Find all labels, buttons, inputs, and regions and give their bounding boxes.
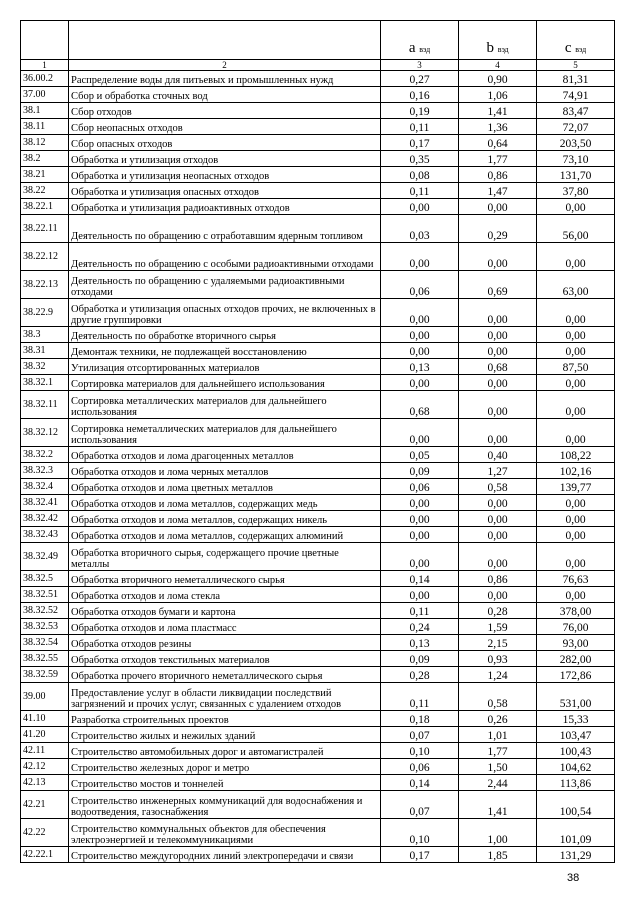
row-value-c: 0,00 (537, 419, 615, 447)
table-row (21, 775, 615, 791)
row-value-a: 0,00 (381, 419, 459, 447)
row-value-b: 0,00 (459, 199, 537, 215)
table-row (21, 759, 615, 775)
table-row (21, 819, 615, 847)
row-code: 38.1 (21, 103, 69, 119)
row-name: Обработка и утилизация неопасных отходов (69, 167, 381, 183)
row-value-a: 0,00 (381, 299, 459, 327)
row-code: 38.32.5 (21, 571, 69, 587)
row-name: Обработка отходов бумаги и картона (69, 603, 381, 619)
row-value-c: 102,16 (537, 463, 615, 479)
row-name: Обработка отходов и лома черных металлов (69, 463, 381, 479)
table-row (21, 183, 615, 199)
column-number: 1 (21, 60, 69, 71)
table-row (21, 135, 615, 151)
row-code: 38.11 (21, 119, 69, 135)
row-value-c: 37,80 (537, 183, 615, 199)
row-code: 38.32.53 (21, 619, 69, 635)
table-row (21, 419, 615, 447)
row-value-b: 0,26 (459, 711, 537, 727)
row-value-c: 72,07 (537, 119, 615, 135)
table-row (21, 119, 615, 135)
row-name: Деятельность по обработке вторичного сырья (69, 327, 381, 343)
row-name: Обработка вторичного сырья, содержащего прочие цветные металлы (69, 543, 381, 571)
row-value-b: 0,00 (459, 327, 537, 343)
row-value-a: 0,35 (381, 151, 459, 167)
row-value-c: 76,00 (537, 619, 615, 635)
table-row (21, 651, 615, 667)
row-value-a: 0,19 (381, 103, 459, 119)
row-code: 38.32.12 (21, 419, 69, 447)
row-value-b: 0,00 (459, 511, 537, 527)
row-value-c: 103,47 (537, 727, 615, 743)
row-value-c: 0,00 (537, 587, 615, 603)
row-name: Деятельность по обращению с особыми радиоактивными отходами (69, 243, 381, 271)
row-value-c: 63,00 (537, 271, 615, 299)
row-value-b: 0,58 (459, 479, 537, 495)
row-name: Демонтаж техники, не подлежащей восстановлению (69, 343, 381, 359)
row-name: Сортировка материалов для дальнейшего использования (69, 375, 381, 391)
row-name: Строительство железных дорог и метро (69, 759, 381, 775)
row-code: 38.22.9 (21, 299, 69, 327)
row-value-a: 0,07 (381, 727, 459, 743)
row-value-c: 172,86 (537, 667, 615, 683)
row-code: 38.32.43 (21, 527, 69, 543)
row-value-a: 0,10 (381, 743, 459, 759)
header-cell-b: b вэд (459, 21, 537, 60)
row-value-a: 0,18 (381, 711, 459, 727)
row-value-c: 0,00 (537, 375, 615, 391)
table-row (21, 103, 615, 119)
row-name: Сбор опасных отходов (69, 135, 381, 151)
table-row (21, 299, 615, 327)
row-value-b: 1,50 (459, 759, 537, 775)
row-name: Обработка прочего вторичного неметаллического сырья (69, 667, 381, 683)
row-value-c: 108,22 (537, 447, 615, 463)
table-row (21, 587, 615, 603)
row-name: Обработка отходов и лома металлов, содержащих алюминий (69, 527, 381, 543)
row-name: Строительство жилых и нежилых зданий (69, 727, 381, 743)
row-value-a: 0,00 (381, 343, 459, 359)
row-value-c: 531,00 (537, 683, 615, 711)
row-code: 38.31 (21, 343, 69, 359)
row-value-a: 0,11 (381, 683, 459, 711)
row-value-c: 282,00 (537, 651, 615, 667)
row-name: Обработка отходов и лома металлов, содержащих никель (69, 511, 381, 527)
row-value-c: 74,91 (537, 87, 615, 103)
row-name: Сортировка неметаллических материалов для дальнейшего использования (69, 419, 381, 447)
table-row (21, 603, 615, 619)
row-value-c: 15,33 (537, 711, 615, 727)
row-value-b: 0,00 (459, 419, 537, 447)
row-value-b: 0,64 (459, 135, 537, 151)
row-value-b: 1,85 (459, 847, 537, 863)
row-value-b: 0,28 (459, 603, 537, 619)
table-row (21, 447, 615, 463)
row-value-a: 0,00 (381, 243, 459, 271)
row-value-a: 0,06 (381, 271, 459, 299)
row-value-b: 1,47 (459, 183, 537, 199)
row-name: Обработка отходов и лома металлов, содержащих медь (69, 495, 381, 511)
row-name: Обработка отходов резины (69, 635, 381, 651)
table-row (21, 711, 615, 727)
row-name: Обработка отходов текстильных материалов (69, 651, 381, 667)
row-code: 38.32.2 (21, 447, 69, 463)
row-value-b: 0,00 (459, 243, 537, 271)
header-cell-name (69, 21, 381, 60)
row-value-b: 1,77 (459, 743, 537, 759)
row-value-c: 104,62 (537, 759, 615, 775)
row-value-a: 0,13 (381, 635, 459, 651)
table-row (21, 271, 615, 299)
row-value-c: 93,00 (537, 635, 615, 651)
table-row (21, 375, 615, 391)
row-value-c: 131,70 (537, 167, 615, 183)
coefficients-table (20, 20, 615, 863)
header-row (21, 21, 615, 60)
row-value-b: 1,41 (459, 103, 537, 119)
table-row (21, 743, 615, 759)
row-code: 42.12 (21, 759, 69, 775)
row-value-c: 0,00 (537, 343, 615, 359)
row-code: 38.22.11 (21, 215, 69, 243)
table-row (21, 199, 615, 215)
row-name: Утилизация отсортированных материалов (69, 359, 381, 375)
table-row (21, 71, 615, 87)
row-code: 38.32.11 (21, 391, 69, 419)
row-value-a: 0,11 (381, 183, 459, 199)
row-code: 38.32.42 (21, 511, 69, 527)
row-code: 41.20 (21, 727, 69, 743)
row-name: Строительство автомобильных дорог и автомагистралей (69, 743, 381, 759)
row-code: 38.32.49 (21, 543, 69, 571)
table-row (21, 243, 615, 271)
row-code: 38.32.3 (21, 463, 69, 479)
row-value-b: 0,00 (459, 527, 537, 543)
row-name: Обработка отходов и лома пластмасс (69, 619, 381, 635)
row-name: Строительство инженерных коммуникаций для водоснабжения и водоотведения, газоснабжения (69, 791, 381, 819)
row-value-c: 0,00 (537, 299, 615, 327)
column-number: 3 (381, 60, 459, 71)
row-name: Сортировка металлических материалов для дальнейшего использования (69, 391, 381, 419)
row-value-a: 0,14 (381, 775, 459, 791)
row-value-b: 0,29 (459, 215, 537, 243)
row-value-b: 0,00 (459, 375, 537, 391)
row-value-c: 0,00 (537, 527, 615, 543)
row-value-a: 0,09 (381, 651, 459, 667)
table-row (21, 495, 615, 511)
row-value-c: 56,00 (537, 215, 615, 243)
row-code: 37.00 (21, 87, 69, 103)
column-number: 5 (537, 60, 615, 71)
row-value-b: 0,86 (459, 167, 537, 183)
row-name: Обработка и утилизация отходов (69, 151, 381, 167)
row-value-b: 1,36 (459, 119, 537, 135)
row-value-b: 0,00 (459, 543, 537, 571)
row-value-c: 0,00 (537, 495, 615, 511)
table-row (21, 327, 615, 343)
row-value-c: 100,54 (537, 791, 615, 819)
row-value-a: 0,27 (381, 71, 459, 87)
table-row (21, 543, 615, 571)
row-value-b: 0,86 (459, 571, 537, 587)
row-value-a: 0,08 (381, 167, 459, 183)
table-row (21, 847, 615, 863)
table-row (21, 359, 615, 375)
row-name: Сбор неопасных отходов (69, 119, 381, 135)
table-row (21, 635, 615, 651)
header-cell-a: a вэд (381, 21, 459, 60)
column-number: 2 (69, 60, 381, 71)
table-row (21, 343, 615, 359)
row-name: Сбор и обработка сточных вод (69, 87, 381, 103)
row-value-c: 83,47 (537, 103, 615, 119)
row-name: Обработка отходов и лома стекла (69, 587, 381, 603)
row-value-a: 0,00 (381, 495, 459, 511)
row-value-c: 0,00 (537, 327, 615, 343)
row-value-c: 0,00 (537, 391, 615, 419)
row-value-c: 139,77 (537, 479, 615, 495)
row-code: 38.32.51 (21, 587, 69, 603)
table-row (21, 151, 615, 167)
row-value-b: 1,41 (459, 791, 537, 819)
row-code: 42.11 (21, 743, 69, 759)
row-value-a: 0,00 (381, 587, 459, 603)
row-code: 42.22.1 (21, 847, 69, 863)
row-value-a: 0,14 (381, 571, 459, 587)
table-row (21, 215, 615, 243)
row-value-a: 0,28 (381, 667, 459, 683)
row-code: 38.2 (21, 151, 69, 167)
row-value-b: 2,44 (459, 775, 537, 791)
row-code: 38.32.54 (21, 635, 69, 651)
row-value-a: 0,00 (381, 375, 459, 391)
row-name: Разработка строительных проектов (69, 711, 381, 727)
row-name: Обработка и утилизация опасных отходов прочих, не включенных в другие группировки (69, 299, 381, 327)
row-value-c: 0,00 (537, 543, 615, 571)
row-value-b: 0,40 (459, 447, 537, 463)
row-name: Обработка вторичного неметаллического сырья (69, 571, 381, 587)
row-code: 38.32.52 (21, 603, 69, 619)
row-name: Деятельность по обращению с отработавшим ядерным топливом (69, 215, 381, 243)
row-code: 38.32.41 (21, 495, 69, 511)
row-name: Строительство коммунальных объектов для обеспечения электроэнергией и телекоммуникациями (69, 819, 381, 847)
header-cell-c: c вэд (537, 21, 615, 60)
row-code: 38.32.4 (21, 479, 69, 495)
row-code: 38.21 (21, 167, 69, 183)
table-row (21, 791, 615, 819)
row-value-a: 0,00 (381, 511, 459, 527)
row-value-a: 0,00 (381, 327, 459, 343)
column-number-row (21, 60, 615, 71)
table-row (21, 619, 615, 635)
row-value-b: 0,00 (459, 587, 537, 603)
row-value-c: 0,00 (537, 511, 615, 527)
row-value-c: 113,86 (537, 775, 615, 791)
row-value-a: 0,68 (381, 391, 459, 419)
row-code: 38.22.13 (21, 271, 69, 299)
table-row (21, 667, 615, 683)
table-row (21, 527, 615, 543)
row-code: 42.21 (21, 791, 69, 819)
row-value-b: 0,90 (459, 71, 537, 87)
table-row (21, 511, 615, 527)
row-code: 38.22.1 (21, 199, 69, 215)
row-value-b: 1,06 (459, 87, 537, 103)
page-number: 38 (567, 872, 580, 884)
row-value-a: 0,00 (381, 527, 459, 543)
row-value-b: 1,77 (459, 151, 537, 167)
row-value-c: 203,50 (537, 135, 615, 151)
row-value-a: 0,10 (381, 819, 459, 847)
row-value-c: 131,29 (537, 847, 615, 863)
row-name: Деятельность по обращению с удаляемыми радиоактивными отходами (69, 271, 381, 299)
row-value-c: 73,10 (537, 151, 615, 167)
row-value-a: 0,11 (381, 119, 459, 135)
header-cell-code (21, 21, 69, 60)
row-name: Обработка отходов и лома драгоценных металлов (69, 447, 381, 463)
row-value-c: 81,31 (537, 71, 615, 87)
row-name: Строительство междугородних линий электропередачи и связи (69, 847, 381, 863)
row-value-a: 0,00 (381, 199, 459, 215)
row-name: Обработка и утилизация радиоактивных отходов (69, 199, 381, 215)
row-value-b: 2,15 (459, 635, 537, 651)
row-value-b: 0,58 (459, 683, 537, 711)
row-value-b: 0,00 (459, 495, 537, 511)
table-row (21, 479, 615, 495)
row-value-c: 101,09 (537, 819, 615, 847)
row-value-c: 0,00 (537, 243, 615, 271)
row-value-c: 0,00 (537, 199, 615, 215)
row-code: 42.13 (21, 775, 69, 791)
row-value-b: 0,00 (459, 343, 537, 359)
row-code: 36.00.2 (21, 71, 69, 87)
row-value-b: 1,59 (459, 619, 537, 635)
row-code: 38.32.55 (21, 651, 69, 667)
row-value-b: 0,68 (459, 359, 537, 375)
row-value-b: 1,01 (459, 727, 537, 743)
row-value-a: 0,17 (381, 847, 459, 863)
row-value-c: 100,43 (537, 743, 615, 759)
column-number: 4 (459, 60, 537, 71)
row-value-b: 0,00 (459, 299, 537, 327)
row-name: Сбор отходов (69, 103, 381, 119)
row-code: 39.00 (21, 683, 69, 711)
row-name: Обработка отходов и лома цветных металлов (69, 479, 381, 495)
row-value-a: 0,05 (381, 447, 459, 463)
row-value-b: 1,24 (459, 667, 537, 683)
row-code: 38.32.59 (21, 667, 69, 683)
row-value-a: 0,03 (381, 215, 459, 243)
row-code: 38.32.1 (21, 375, 69, 391)
row-value-a: 0,06 (381, 759, 459, 775)
row-code: 38.3 (21, 327, 69, 343)
row-value-a: 0,17 (381, 135, 459, 151)
row-code: 38.32 (21, 359, 69, 375)
row-value-b: 0,69 (459, 271, 537, 299)
row-value-a: 0,06 (381, 479, 459, 495)
row-code: 38.12 (21, 135, 69, 151)
table-row (21, 167, 615, 183)
row-value-b: 1,00 (459, 819, 537, 847)
table-row (21, 87, 615, 103)
row-value-c: 76,63 (537, 571, 615, 587)
row-value-a: 0,07 (381, 791, 459, 819)
row-name: Обработка и утилизация опасных отходов (69, 183, 381, 199)
row-value-a: 0,13 (381, 359, 459, 375)
row-value-c: 378,00 (537, 603, 615, 619)
row-value-a: 0,16 (381, 87, 459, 103)
row-value-a: 0,11 (381, 603, 459, 619)
row-value-b: 0,00 (459, 391, 537, 419)
row-code: 38.22.12 (21, 243, 69, 271)
table-row (21, 727, 615, 743)
row-value-b: 0,93 (459, 651, 537, 667)
row-value-a: 0,09 (381, 463, 459, 479)
table-row (21, 683, 615, 711)
row-name: Предоставление услуг в области ликвидации последствий загрязнений и прочих услуг, связанных с удалением отходов (69, 683, 381, 711)
table-row (21, 391, 615, 419)
row-name: Строительство мостов и тоннелей (69, 775, 381, 791)
row-value-a: 0,24 (381, 619, 459, 635)
row-code: 38.22 (21, 183, 69, 199)
row-name: Распределение воды для питьевых и промышленных нужд (69, 71, 381, 87)
row-code: 41.10 (21, 711, 69, 727)
row-value-b: 1,27 (459, 463, 537, 479)
table-row (21, 463, 615, 479)
table-row (21, 571, 615, 587)
row-value-c: 87,50 (537, 359, 615, 375)
row-value-a: 0,00 (381, 543, 459, 571)
row-code: 42.22 (21, 819, 69, 847)
